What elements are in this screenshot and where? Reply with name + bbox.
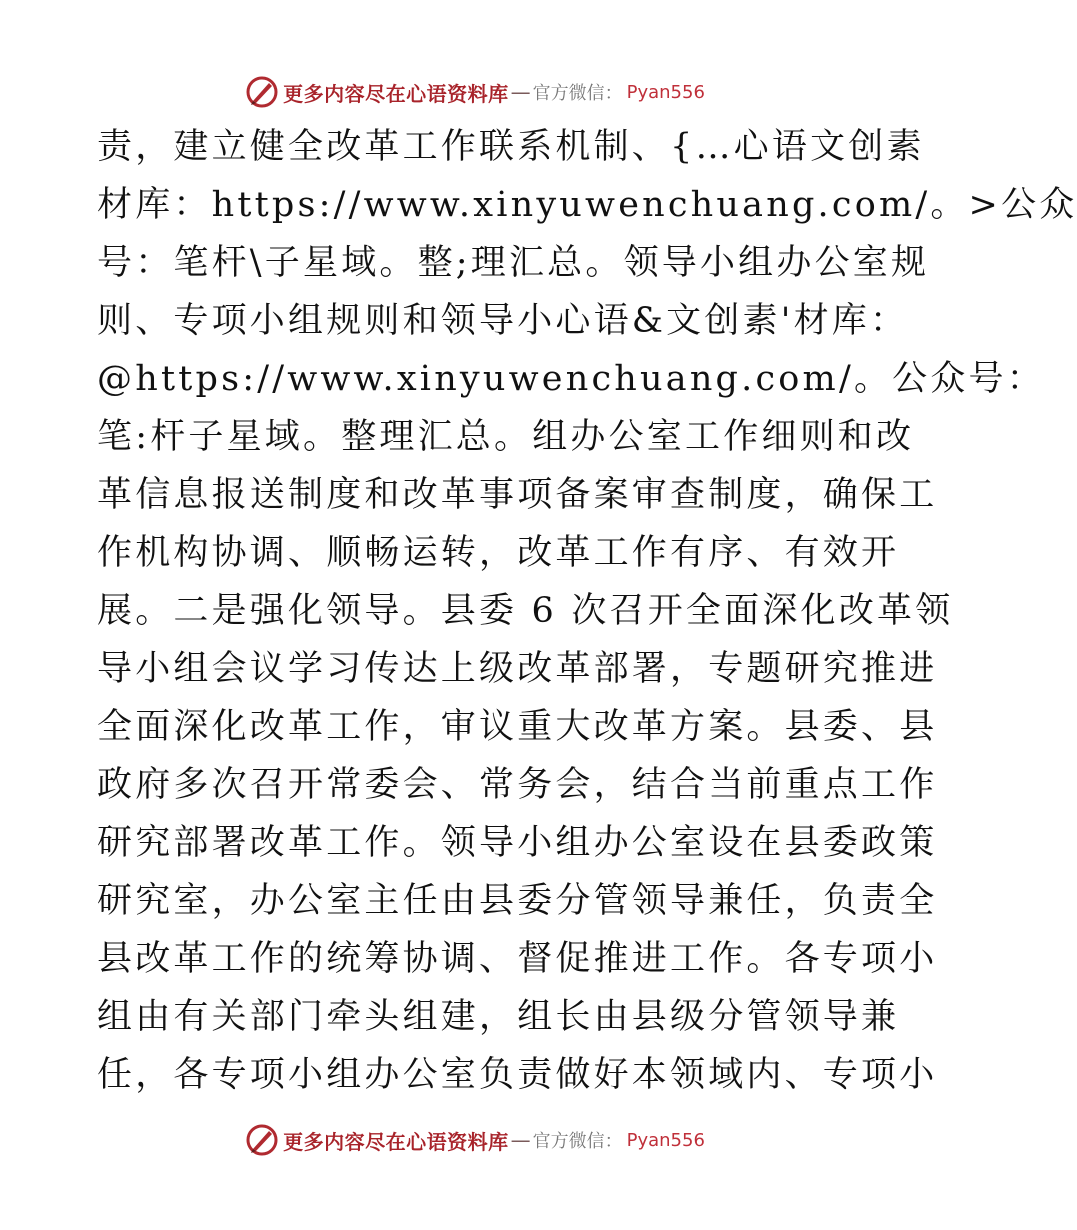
body-line: 笔:杆子星域。整理汇总。组办公室工作细则和改 [97, 417, 915, 457]
footer-banner [0, 1120, 950, 1160]
body-line: 组由有关部门牵头组建，组长由县级分管领导兼 [97, 997, 900, 1037]
banner-label: 官方微信： [532, 83, 623, 104]
banner-contact: Pyan556 [626, 1129, 705, 1151]
body-line: 政府多次召开常委会、常务会，结合当前重点工作 [97, 765, 938, 805]
body-line: 责，建立健全改革工作联系机制、{…心语文创素 [97, 127, 925, 167]
body-line: 导小组会议学习传达上级改革部署，专题研究推进 [97, 649, 938, 689]
body-line: 号：笔杆\子星域。整;理汇总。领导小组办公室规 [97, 243, 930, 283]
body-line: 全面深化改革工作，审议重大改革方案。县委、县 [97, 707, 938, 747]
banner-label: 官方微信： [532, 1131, 623, 1152]
quill-pen-logo-icon [245, 75, 279, 109]
banner-separator: — [510, 80, 531, 104]
body-line: 材库：https://www.xinyuwenchuang.com/。>公众 [97, 185, 1077, 225]
body-line: 展。二是强化领导。县委 6 次召开全面深化改革领 [97, 591, 954, 631]
body-line: 革信息报送制度和改革事项备案审查制度，确保工 [97, 475, 938, 515]
banner-contact: Pyan556 [626, 81, 705, 103]
body-line: @https://www.xinyuwenchuang.com/。公众号： [97, 359, 1045, 399]
banner-separator: — [510, 1128, 531, 1152]
quill-pen-logo-icon [245, 1123, 279, 1157]
body-line: 任，各专项小组办公室负责做好本领域内、专项小 [97, 1055, 938, 1095]
body-line: 研究部署改革工作。领导小组办公室设在县委政策 [97, 823, 938, 863]
body-line: 作机构协调、顺畅运转，改革工作有序、有效开 [97, 533, 900, 573]
body-line: 则、专项小组规则和领导小心语&文创素'材库： [97, 301, 909, 341]
header-banner [0, 72, 950, 112]
body-line: 县改革工作的统筹协调、督促推进工作。各专项小 [97, 939, 938, 979]
document-body [97, 118, 1077, 1104]
banner-text: 更多内容尽在心语资料库 [283, 81, 509, 106]
body-line: 研究室，办公室主任由县委分管领导兼任，负责全 [97, 881, 938, 921]
banner-text: 更多内容尽在心语资料库 [283, 1129, 509, 1154]
